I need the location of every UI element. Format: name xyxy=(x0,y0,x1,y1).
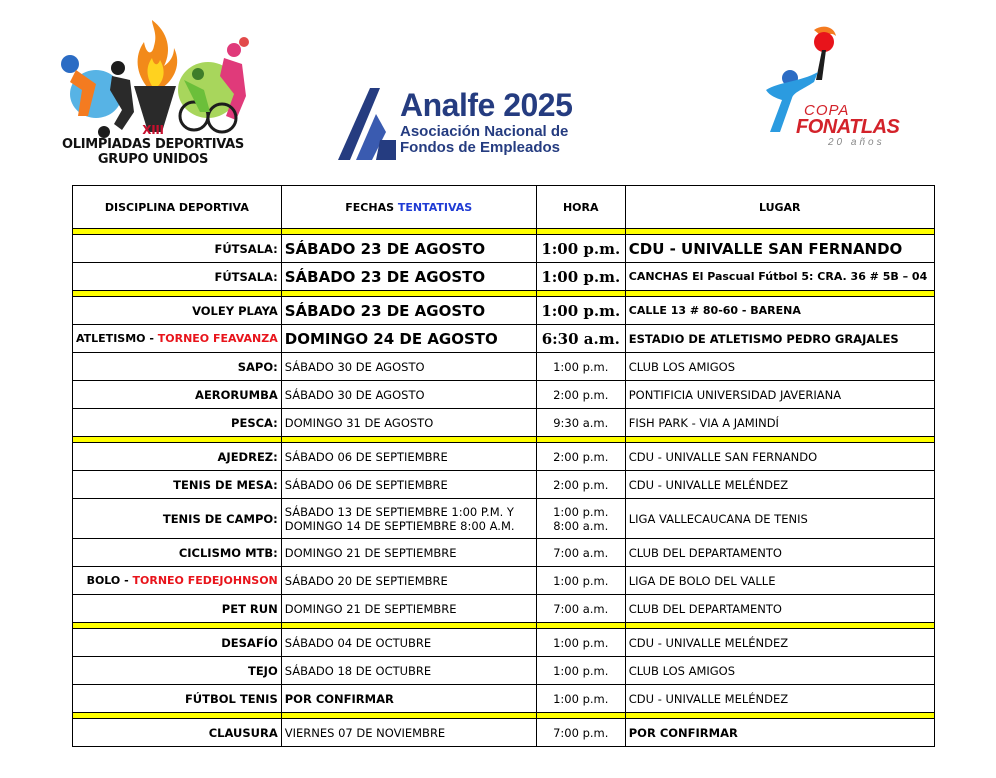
header-fechas-label: FECHAS xyxy=(345,200,395,214)
hora-cell: 1:00 p.m. xyxy=(536,353,625,381)
lugar-cell: CLUB DEL DEPARTAMENTO xyxy=(625,539,934,567)
fonatlas-label: FONATLAS xyxy=(796,116,900,138)
header-hora: HORA xyxy=(536,186,625,229)
table-row xyxy=(73,381,935,409)
table-row xyxy=(73,539,935,567)
fecha-cell: DOMINGO 21 DE SEPTIEMBRE xyxy=(281,539,536,567)
lugar-cell: CLUB LOS AMIGOS xyxy=(625,657,934,685)
olimpiadas-edition-number: XIII xyxy=(142,123,164,137)
disciplina-cell: VOLEY PLAYA xyxy=(73,297,282,325)
olimpiadas-subtitle: GRUPO UNIDOS xyxy=(97,152,209,167)
analfe-emblem-icon xyxy=(336,86,398,162)
table-row xyxy=(73,325,935,353)
disciplina-cell xyxy=(73,567,282,595)
disciplina-cell: FÚTSALA: xyxy=(73,263,282,291)
fecha-cell: DOMINGO 31 DE AGOSTO xyxy=(281,409,536,437)
header-lugar: LUGAR xyxy=(625,186,934,229)
hora-line-2: 8:00 a.m. xyxy=(553,518,609,533)
fecha-cell: SÁBADO 23 DE AGOSTO xyxy=(281,297,536,325)
hora-cell: 1:00 p.m. xyxy=(536,685,625,713)
lugar-cell: CANCHAS El Pascual Fútbol 5: CRA. 36 # 5B – 04 xyxy=(625,263,934,291)
lugar-cell: PONTIFICIA UNIVERSIDAD JAVERIANA xyxy=(625,381,934,409)
header-fechas-tentativas: TENTATIVAS xyxy=(397,200,473,214)
table-row xyxy=(73,719,935,747)
fecha-cell: SÁBADO 30 DE AGOSTO xyxy=(281,353,536,381)
lugar-cell: CLUB LOS AMIGOS xyxy=(625,353,934,381)
lugar-cell: CDU - UNIVALLE SAN FERNANDO xyxy=(625,443,934,471)
disciplina-cell: TENIS DE CAMPO: xyxy=(73,499,282,539)
fecha-cell: SÁBADO 23 DE AGOSTO xyxy=(281,263,536,291)
fecha-cell: VIERNES 07 DE NOVIEMBRE xyxy=(281,719,536,747)
table-row xyxy=(73,629,935,657)
hora-cell: 1:00 p.m. xyxy=(536,235,625,263)
hora-cell: 6:30 a.m. xyxy=(536,325,625,353)
hora-cell: 7:00 a.m. xyxy=(536,539,625,567)
torneo-name: TORNEO FEDEJOHNSON xyxy=(132,574,278,587)
analfe-logo xyxy=(336,84,596,164)
hora-cell: 2:00 p.m. xyxy=(536,443,625,471)
analfe-subtitle-line2: Fondos de Empleados xyxy=(400,139,561,156)
disciplina-cell: FÚTBOL TENIS xyxy=(73,685,282,713)
hora-cell: 7:00 a.m. xyxy=(536,595,625,623)
lugar-cell: CDU - UNIVALLE SAN FERNANDO xyxy=(625,235,934,263)
hora-cell: 1:00 p.m. xyxy=(536,629,625,657)
torneo-name: TORNEO FEAVANZA xyxy=(157,332,278,345)
hora-cell xyxy=(536,499,625,539)
olimpiadas-sports-illustration xyxy=(48,20,258,140)
lugar-cell: CDU - UNIVALLE MELÉNDEZ xyxy=(625,685,934,713)
disciplina-cell xyxy=(73,325,282,353)
fecha-cell: SÁBADO 06 DE SEPTIEMBRE xyxy=(281,443,536,471)
hora-cell: 9:30 a.m. xyxy=(536,409,625,437)
disciplina-separator: - xyxy=(120,574,133,587)
lugar-cell: CDU - UNIVALLE MELÉNDEZ xyxy=(625,471,934,499)
hora-cell: 1:00 p.m. xyxy=(536,657,625,685)
fecha-line-1: SÁBADO 13 DE SEPTIEMBRE 1:00 P.M. Y xyxy=(284,504,514,519)
disciplina-cell: CLAUSURA xyxy=(73,719,282,747)
hora-line-1: 1:00 p.m. xyxy=(553,504,609,519)
hora-cell: 1:00 p.m. xyxy=(536,567,625,595)
table-row xyxy=(73,235,935,263)
lugar-cell: CALLE 13 # 80-60 - BARENA xyxy=(625,297,934,325)
hora-cell: 1:00 p.m. xyxy=(536,297,625,325)
disciplina-cell: TEJO xyxy=(73,657,282,685)
fecha-cell: SÁBADO 18 DE OCTUBRE xyxy=(281,657,536,685)
disciplina-cell: FÚTSALA: xyxy=(73,235,282,263)
table-row xyxy=(73,567,935,595)
olimpiadas-logo xyxy=(48,20,258,180)
hora-cell: 7:00 p.m. xyxy=(536,719,625,747)
fonatlas-years-label: 20 años xyxy=(828,137,885,148)
header-fechas xyxy=(281,186,536,229)
table-row xyxy=(73,657,935,685)
header-disciplina: DISCIPLINA DEPORTIVA xyxy=(73,186,282,229)
table-row xyxy=(73,353,935,381)
fecha-cell: SÁBADO 04 DE OCTUBRE xyxy=(281,629,536,657)
copa-fonatlas-logo xyxy=(752,24,900,154)
table-row xyxy=(73,409,935,437)
table-row xyxy=(73,595,935,623)
disciplina-separator: - xyxy=(145,332,158,345)
olimpiadas-title: OLIMPIADAS DEPORTIVAS xyxy=(62,137,244,152)
lugar-cell: LIGA VALLECAUCANA DE TENIS xyxy=(625,499,934,539)
fecha-cell xyxy=(281,499,536,539)
schedule-table xyxy=(72,185,935,747)
lugar-cell: LIGA DE BOLO DEL VALLE xyxy=(625,567,934,595)
fecha-cell: SÁBADO 23 DE AGOSTO xyxy=(281,235,536,263)
table-row xyxy=(73,471,935,499)
disciplina-cell: CICLISMO MTB: xyxy=(73,539,282,567)
disciplina-cell: PESCA: xyxy=(73,409,282,437)
table-row xyxy=(73,297,935,325)
lugar-cell: ESTADIO DE ATLETISMO PEDRO GRAJALES xyxy=(625,325,934,353)
disciplina-cell: SAPO: xyxy=(73,353,282,381)
disciplina-name: BOLO xyxy=(86,574,121,587)
fecha-cell: SÁBADO 30 DE AGOSTO xyxy=(281,381,536,409)
hora-cell: 1:00 p.m. xyxy=(536,263,625,291)
fecha-cell: SÁBADO 06 DE SEPTIEMBRE xyxy=(281,471,536,499)
disciplina-cell: TENIS DE MESA: xyxy=(73,471,282,499)
disciplina-name: ATLETISMO xyxy=(76,332,146,345)
fecha-cell: DOMINGO 21 DE SEPTIEMBRE xyxy=(281,595,536,623)
fecha-cell: DOMINGO 24 DE AGOSTO xyxy=(281,325,536,353)
hora-cell: 2:00 p.m. xyxy=(536,471,625,499)
fecha-line-2: DOMINGO 14 DE SEPTIEMBRE 8:00 A.M. xyxy=(284,518,515,533)
table-row xyxy=(73,443,935,471)
table-row xyxy=(73,685,935,713)
lugar-cell: FISH PARK - VIA A JAMINDÍ xyxy=(625,409,934,437)
disciplina-cell: AJEDREZ: xyxy=(73,443,282,471)
analfe-title: Analfe 2025 xyxy=(400,87,573,123)
fecha-cell: POR CONFIRMAR xyxy=(281,685,536,713)
lugar-cell: CLUB DEL DEPARTAMENTO xyxy=(625,595,934,623)
disciplina-cell: AERORUMBA xyxy=(73,381,282,409)
copa-label: COPA xyxy=(804,102,850,119)
analfe-subtitle-line1: Asociación Nacional de xyxy=(400,123,569,140)
hora-cell: 2:00 p.m. xyxy=(536,381,625,409)
disciplina-cell: DESAFÍO xyxy=(73,629,282,657)
disciplina-cell: PET RUN xyxy=(73,595,282,623)
lugar-cell: POR CONFIRMAR xyxy=(625,719,934,747)
table-row xyxy=(73,263,935,291)
table-row xyxy=(73,499,935,539)
fecha-cell: SÁBADO 20 DE SEPTIEMBRE xyxy=(281,567,536,595)
lugar-cell: CDU - UNIVALLE MELÉNDEZ xyxy=(625,629,934,657)
table-header-row xyxy=(73,186,935,229)
